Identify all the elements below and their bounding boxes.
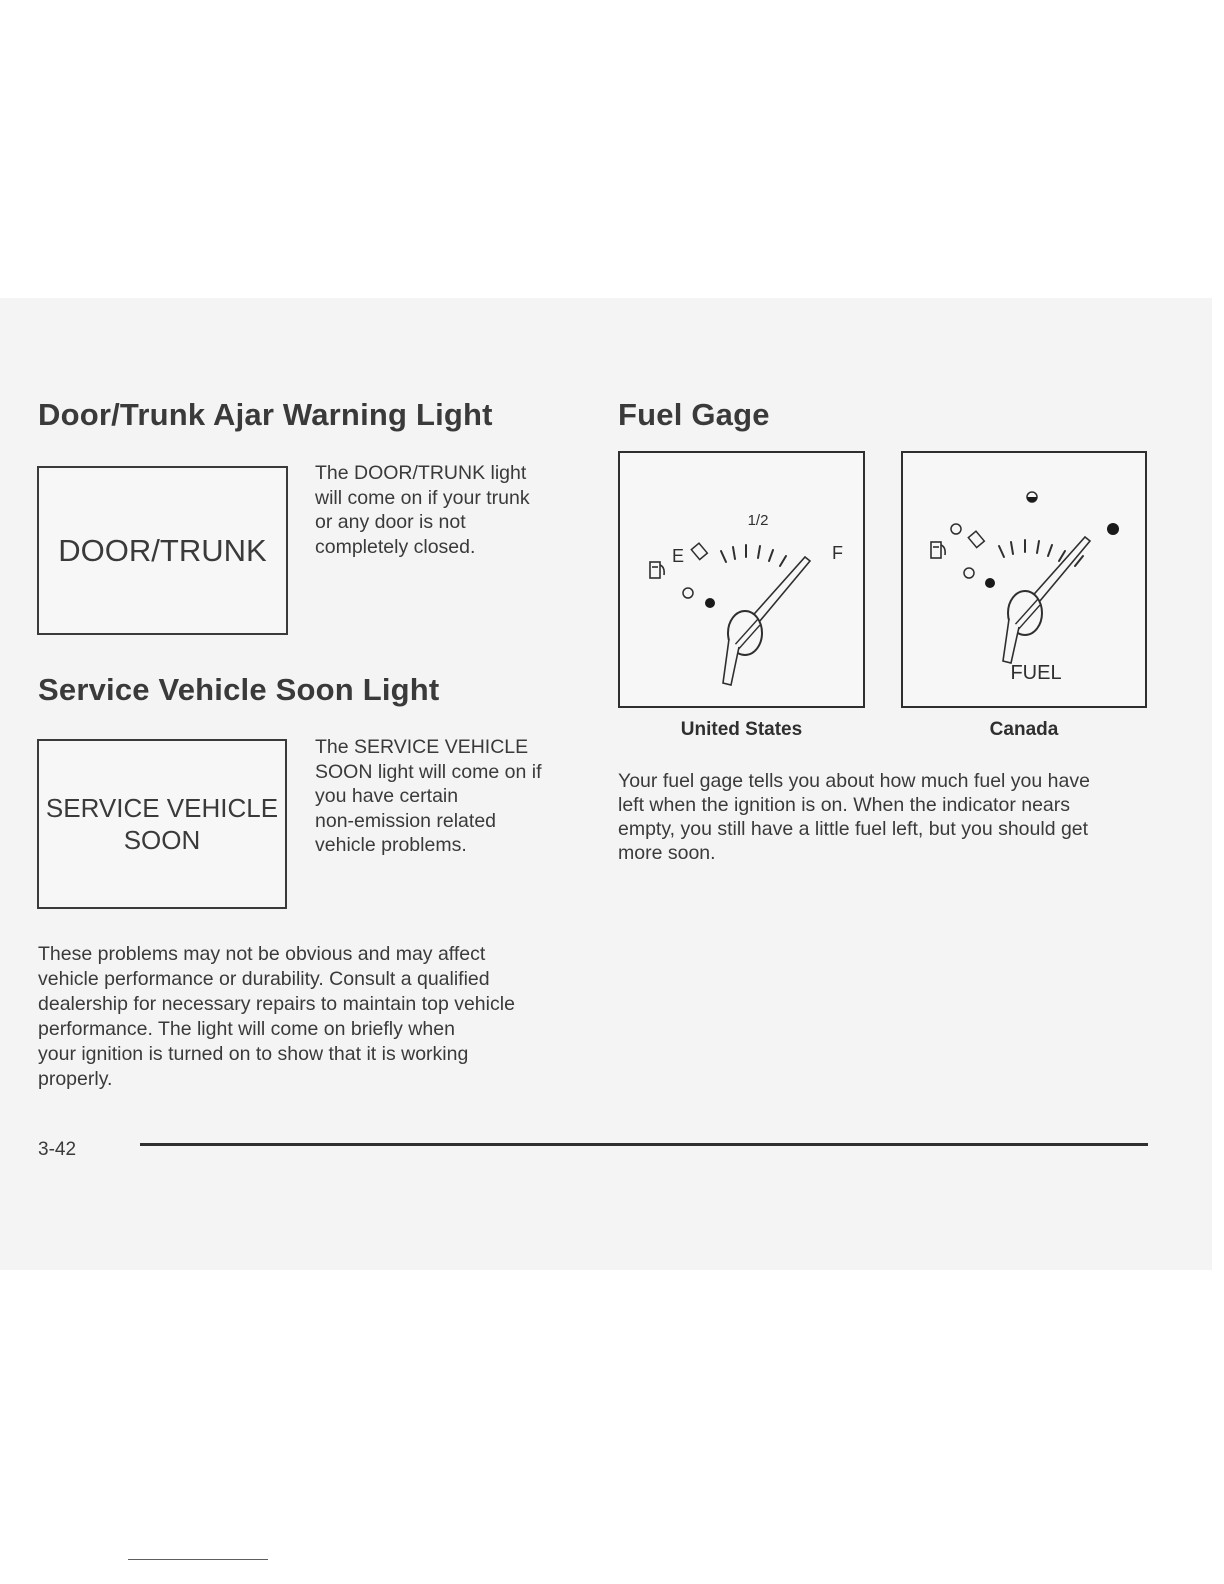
tick-mark	[1037, 541, 1039, 553]
door-trunk-indicator-label: DOOR/TRUNK	[58, 532, 267, 568]
tick-mark	[1011, 542, 1013, 554]
body-line: your ignition is turned on to show that it is working	[38, 1043, 469, 1065]
door-trunk-heading: Door/Trunk Ajar Warning Light	[38, 397, 493, 432]
half-mark-label: 1/2	[747, 512, 769, 529]
description-line: The DOOR/TRUNK light	[315, 462, 527, 484]
service-vehicle-body	[38, 942, 515, 1092]
empty-mark-ring-icon	[951, 524, 961, 534]
tick-mark	[758, 546, 760, 558]
empty-mark-label: E	[672, 546, 685, 566]
body-line: dealership for necessary repairs to maintain top vehicle	[38, 993, 515, 1015]
description-line: SOON light will come on if	[315, 760, 542, 783]
fuel-pump-icon	[931, 542, 945, 558]
description-line: you have certain	[315, 785, 459, 807]
description-line: non-emission related	[315, 809, 497, 832]
indicator-dot-icon	[705, 598, 715, 608]
body-line: empty, you still have a little fuel left, but you should get	[618, 818, 1089, 840]
canada-gauge-caption: Canada	[989, 719, 1059, 740]
service-vehicle-heading: Service Vehicle Soon Light	[38, 672, 440, 707]
canada-fuel-gauge-dial	[903, 453, 1145, 706]
canada-gauge-label: FUEL	[1010, 662, 1062, 684]
description-line: will come on if your trunk	[315, 486, 530, 509]
tick-mark	[769, 550, 773, 561]
description-line: or any door is not	[315, 511, 466, 533]
low-fuel-lamp-icon	[968, 531, 984, 547]
page-number: 3-42	[38, 1139, 77, 1160]
service-vehicle-indicator-line: SERVICE VEHICLE	[45, 793, 279, 823]
service-vehicle-indicator	[37, 739, 287, 909]
gauge-needle	[1003, 537, 1090, 663]
body-line: properly.	[38, 1068, 113, 1090]
low-fuel-lamp-icon	[691, 543, 707, 559]
fuel-gage-body	[618, 769, 1090, 865]
tick-mark	[780, 556, 786, 566]
us-fuel-gauge-dial	[620, 453, 863, 706]
body-line: Your fuel gage tells you about how much fuel you have	[618, 770, 1090, 792]
body-line: more soon.	[618, 842, 716, 864]
body-line: These problems may not be obvious and may affect	[38, 943, 486, 965]
tick-mark	[1048, 545, 1052, 556]
fuel-pump-icon	[650, 562, 664, 578]
indicator-dot-icon	[985, 578, 995, 588]
body-line: left when the ignition is on. When the indicator nears	[618, 794, 1071, 816]
us-gauge-caption: United States	[680, 719, 803, 740]
canada-fuel-gauge	[901, 451, 1147, 708]
bottom-link-underline	[128, 1559, 268, 1560]
service-vehicle-description	[315, 735, 542, 858]
tick-mark	[999, 546, 1004, 557]
body-line: performance. The light will come on briefly when	[38, 1018, 455, 1040]
footer-rule	[140, 1143, 1148, 1146]
service-vehicle-indicator-line: SOON	[123, 825, 201, 855]
indicator-ring-icon	[964, 568, 974, 578]
full-mark-label: F	[832, 543, 843, 563]
fuel-gage-heading: Fuel Gage	[618, 397, 770, 432]
body-line: vehicle performance or durability. Consult a qualified	[38, 968, 490, 990]
half-mark-dot-icon	[1027, 492, 1037, 502]
us-fuel-gauge	[618, 451, 865, 708]
tick-mark	[721, 551, 726, 562]
indicator-ring-icon	[683, 588, 693, 598]
description-line: The SERVICE VEHICLE	[315, 736, 529, 758]
door-trunk-indicator	[37, 466, 288, 635]
tick-mark	[733, 547, 735, 559]
door-trunk-description	[315, 461, 530, 559]
description-line: vehicle problems.	[315, 834, 467, 856]
description-line: completely closed.	[315, 535, 476, 558]
full-mark-dot-icon	[1107, 523, 1119, 535]
gauge-needle	[723, 557, 810, 685]
